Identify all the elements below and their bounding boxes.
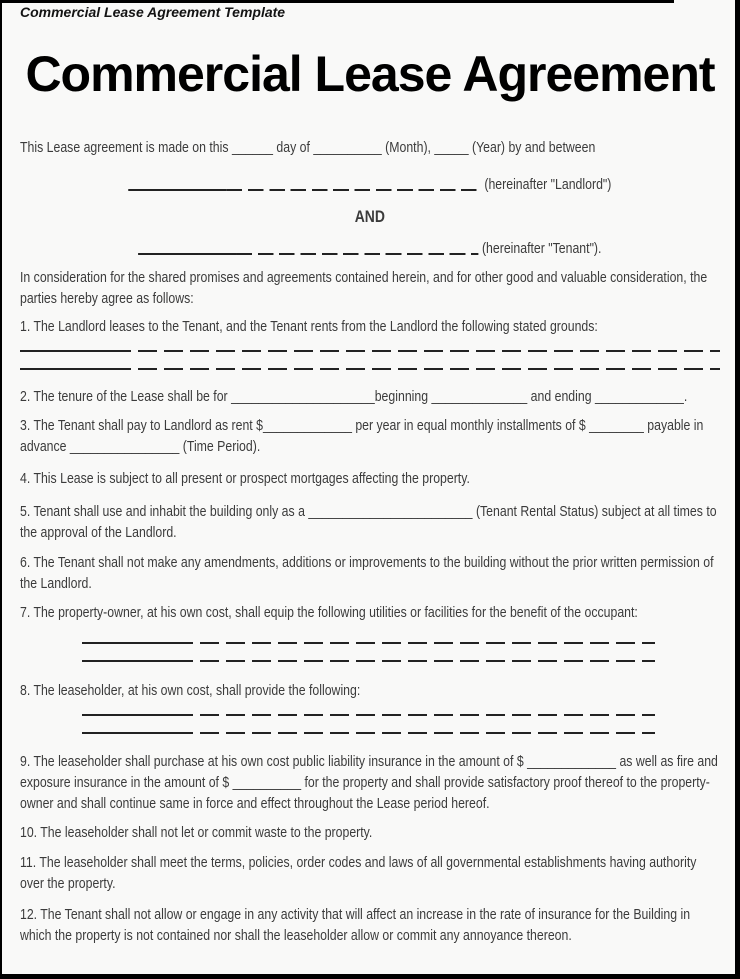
landlord-fill-in-line: [128, 178, 481, 191]
and-separator: AND: [354, 207, 385, 226]
clause-9: 9. The leaseholder shall purchase at his own cost public liability insurance in the amount of $ _____________ as well as fire and exposure insurance in the amount of $ __________ for the property and shall provide satisfactory proof thereof to the property-owner and shall continue same in force and effect throughout the Lease period hereof.: [20, 753, 718, 812]
page-border-right: [735, 0, 740, 979]
clause-11: 11. The leaseholder shall meet the terms, policies, order codes and laws of all governmental establishments having authority over the property.: [20, 854, 697, 892]
tenant-fill-in-line: [138, 242, 478, 255]
page-border-bottom: [0, 974, 740, 979]
tenant-hereinafter-label: (hereinafter "Tenant").: [481, 240, 602, 257]
fill-in-line: [20, 368, 720, 370]
clause-12: 12. The Tenant shall not allow or engage in any activity that will affect an increase in the rate of insurance for the Building in which the property is not contained nor shall the leaseholder allow or commit any annoyance thereon.: [20, 906, 691, 944]
clause-3: 3. The Tenant shall pay to Landlord as rent $_____________ per year in equal monthly installments of $ ________ payable in advance ________________ (Time Period).: [20, 417, 704, 455]
clause-1: 1. The Landlord leases to the Tenant, and the Tenant rents from the Landlord the following stated grounds:: [20, 318, 598, 335]
consideration-paragraph: In consideration for the shared promises and agreements contained herein, and for other good and valuable consideration, the parties hereby agree as follows:: [20, 269, 708, 307]
fill-in-line: [82, 732, 655, 734]
fill-in-line: [82, 642, 655, 644]
clause-2: 2. The tenure of the Lease shall be for _____________________beginning ______________ and ending _____________.: [20, 388, 688, 405]
document-title: Commercial Lease Agreement: [25, 46, 715, 102]
clause-4: 4. This Lease is subject to all present or prospect mortgages affecting the property.: [20, 470, 470, 487]
page-border-top: [0, 0, 674, 3]
landlord-hereinafter-label: (hereinafter "Landlord"): [484, 176, 612, 193]
tenant-name-row: [20, 238, 720, 259]
page-border-left: [0, 0, 2, 979]
fill-in-line: [82, 660, 655, 662]
template-watermark-label: Commercial Lease Agreement Template: [20, 4, 286, 20]
intro-opening-line: This Lease agreement is made on this ______ day of __________ (Month), _____ (Year) by and between: [20, 139, 596, 156]
fill-in-line: [20, 350, 720, 352]
clause-6: 6. The Tenant shall not make any amendments, additions or improvements to the building without the prior written permission of the Landlord.: [20, 554, 714, 592]
landlord-name-row: [20, 174, 720, 195]
fill-in-line: [82, 714, 655, 716]
clause-8: 8. The leaseholder, at his own cost, shall provide the following:: [20, 682, 361, 699]
clause-5: 5. Tenant shall use and inhabit the building only as a ________________________ (Tenant Rental Status) subject at all times to the approval of the Landlord.: [20, 503, 717, 541]
clause-10: 10. The leaseholder shall not let or commit waste to the property.: [20, 824, 373, 841]
clause-7: 7. The property-owner, at his own cost, shall equip the following utilities or facilities for the benefit of the occupant:: [20, 604, 638, 621]
